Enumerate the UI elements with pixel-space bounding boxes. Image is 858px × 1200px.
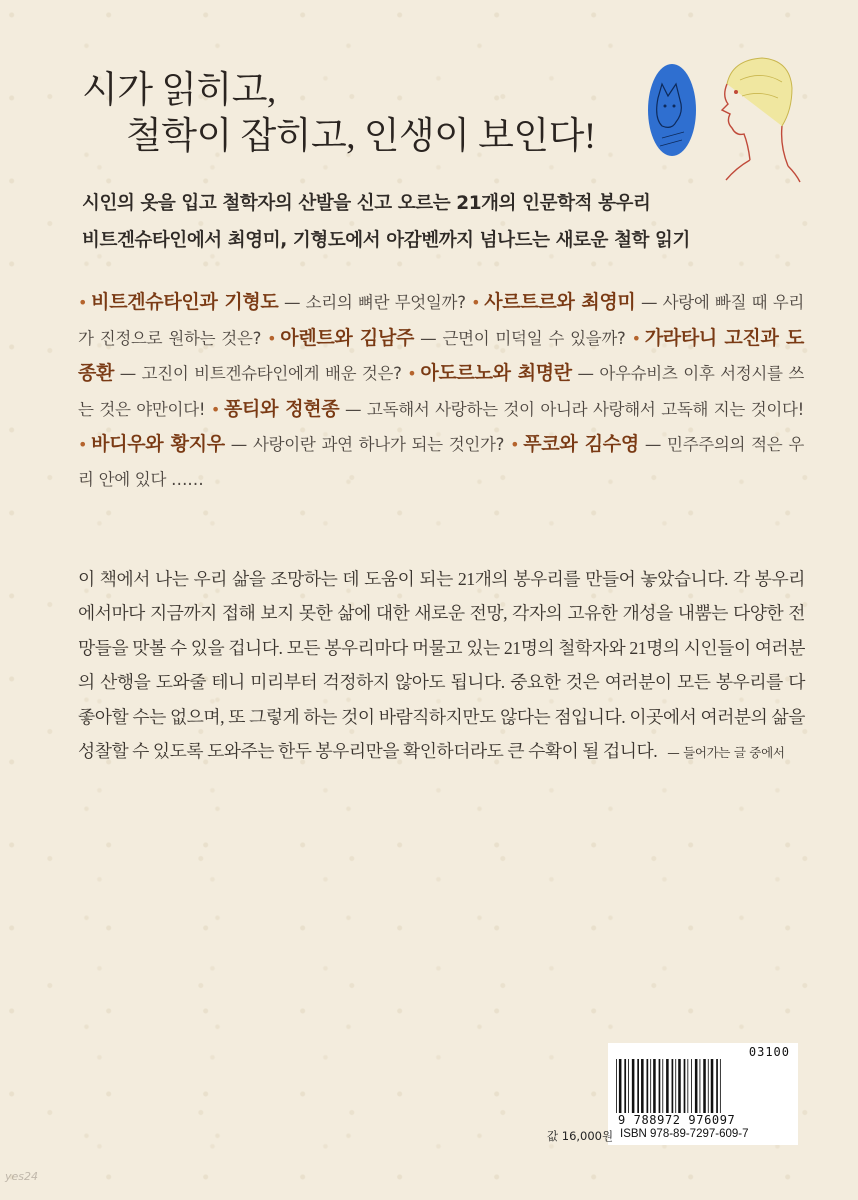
chapter-title: 아도르노와 최명란 — [420, 362, 572, 384]
chapter-description: — 아우슈비츠 이후 서정시를 쓰는 것은 야만이다! — [78, 364, 804, 419]
bullet-icon: • — [78, 293, 88, 312]
bullet-icon: • — [407, 364, 417, 383]
price: 값 16,000원 — [547, 1129, 614, 1143]
chapter-description: — 고독해서 사랑하는 것이 아니라 사랑해서 고독해 지는 것이다! — [345, 399, 804, 419]
chapter-title: 퐁티와 정현종 — [223, 397, 340, 420]
barcode-bar — [716, 1059, 718, 1113]
excerpt-source: — 들어가는 글 중에서 — [667, 745, 785, 761]
excerpt-paragraph — [78, 562, 805, 770]
watermark: yes24 — [5, 1170, 39, 1183]
chapter-title: 바디우와 황지우 — [91, 433, 225, 455]
chapter-item — [78, 293, 466, 312]
chapter-title: 비트겐슈타인과 기형도 — [91, 291, 279, 313]
bullet-icon: • — [78, 435, 88, 454]
head-profile-icon — [722, 58, 800, 182]
barcode-bar — [616, 1059, 617, 1113]
chapter-list — [78, 285, 804, 497]
barcode-bar — [695, 1059, 698, 1113]
excerpt-text: 이 책에서 나는 우리 삶을 조망하는 데 도움이 되는 21개의 봉우리를 만들어 놓았습니다. 각 봉우리에서마다 지금까지 접해 보지 못한 삶에 대한 새로운 전망, 각자의 고유한 개성을 내뿜는 다양한 전망들을 맛볼 수 있을 겁니다. 모든 봉우리마다 머물고 있는 21명의 철학자와 21명의 시인들이 여러분의 산행을 도와줄 테니 미리부터 걱정하지 않아도 됩니다. 중요한 것은 여러분이 모든 봉우리를 다 좋아할 수는 없으며, 또 그렇게 하는 것이 바람직하지만도 않다는 점입니다. 이곳에서 여러분의 삶을 성찰할 수 있도록 도와주는 한두 봉우리만을 확인하더라도 큰 수확이 될 겁니다. — [78, 569, 805, 762]
barcode-bar — [650, 1059, 651, 1113]
barcode-bar — [711, 1059, 714, 1113]
chapter-description: — 근면이 미덕일 수 있을까? — [420, 328, 626, 348]
chapter-item — [267, 326, 626, 349]
chapter-description: — 사랑에 빠질 때 우리가 진정으로 원하는 것은? — [78, 293, 804, 348]
cover-illustration — [632, 48, 802, 188]
barcode-bar — [647, 1059, 649, 1113]
barcode-bar — [662, 1059, 663, 1113]
barcode-bar — [708, 1059, 709, 1113]
subheading-line-2: 비트겐슈타인에서 최영미, 기형도에서 아감벤까지 넘나드는 새로운 철학 읽기 — [82, 230, 690, 251]
barcode-bar — [619, 1059, 622, 1113]
headline-line-2: 철학이 잡히고, 인생이 보인다! — [126, 116, 596, 157]
blue-oval-icon — [648, 64, 696, 156]
chapter-description: — 민주주의의 적은 우리 안에 있다 …… — [78, 435, 804, 489]
chapter-title: 푸코와 김수영 — [523, 433, 639, 455]
barcode-bar — [637, 1059, 639, 1113]
barcode-bar — [678, 1059, 681, 1113]
subheading-line-1: 시인의 옷을 입고 철학자의 산발을 신고 오르는 21개의 인문학적 봉우리 — [82, 193, 651, 214]
bullet-icon: • — [471, 293, 481, 312]
barcode-bar — [720, 1059, 721, 1113]
chapter-title: 사르트르와 최영미 — [484, 291, 636, 313]
barcode-bar — [666, 1059, 669, 1113]
headline-line-1: 시가 읽히고, — [82, 70, 276, 111]
barcode-bars — [614, 1059, 792, 1113]
chapter-description: — 사랑이란 과연 하나가 되는 것인가? — [230, 435, 505, 454]
barcode-bar — [691, 1059, 692, 1113]
barcode-bar — [641, 1059, 644, 1113]
barcode-bar — [672, 1059, 674, 1113]
barcode-bar — [628, 1059, 629, 1113]
bullet-icon: • — [210, 399, 220, 419]
isbn-number: ISBN 978-89-7297-609-7 — [620, 1128, 749, 1140]
chapter-title: 아렌트와 김남주 — [280, 326, 415, 349]
barcode-bar — [624, 1059, 626, 1113]
barcode-digits: 9 788972 976097 — [618, 1113, 736, 1127]
barcode-bar — [659, 1059, 661, 1113]
chapter-item — [78, 435, 504, 454]
barcode-bar — [684, 1059, 686, 1113]
barcode-bar — [675, 1059, 676, 1113]
headline — [82, 68, 596, 160]
subheading — [82, 185, 690, 259]
barcode-bar — [687, 1059, 688, 1113]
chapter-description: — 고진이 비트겐슈타인에게 배운 것은? — [119, 364, 402, 383]
chapter-title: 가라타니 고진과 도종환 — [78, 326, 805, 384]
barcode-bar — [700, 1059, 701, 1113]
chapter-item — [210, 397, 804, 420]
barcode-bar — [703, 1059, 706, 1113]
barcode-addon-code: 03100 — [748, 1045, 790, 1059]
bullet-icon: • — [267, 328, 277, 348]
barcode-bar — [653, 1059, 656, 1113]
barcode-bar — [632, 1059, 635, 1113]
bullet-icon: • — [631, 328, 641, 348]
barcode — [608, 1043, 798, 1145]
bullet-icon: • — [510, 435, 520, 454]
chapter-description: — 소리의 뼈란 무엇일까? — [283, 293, 466, 312]
